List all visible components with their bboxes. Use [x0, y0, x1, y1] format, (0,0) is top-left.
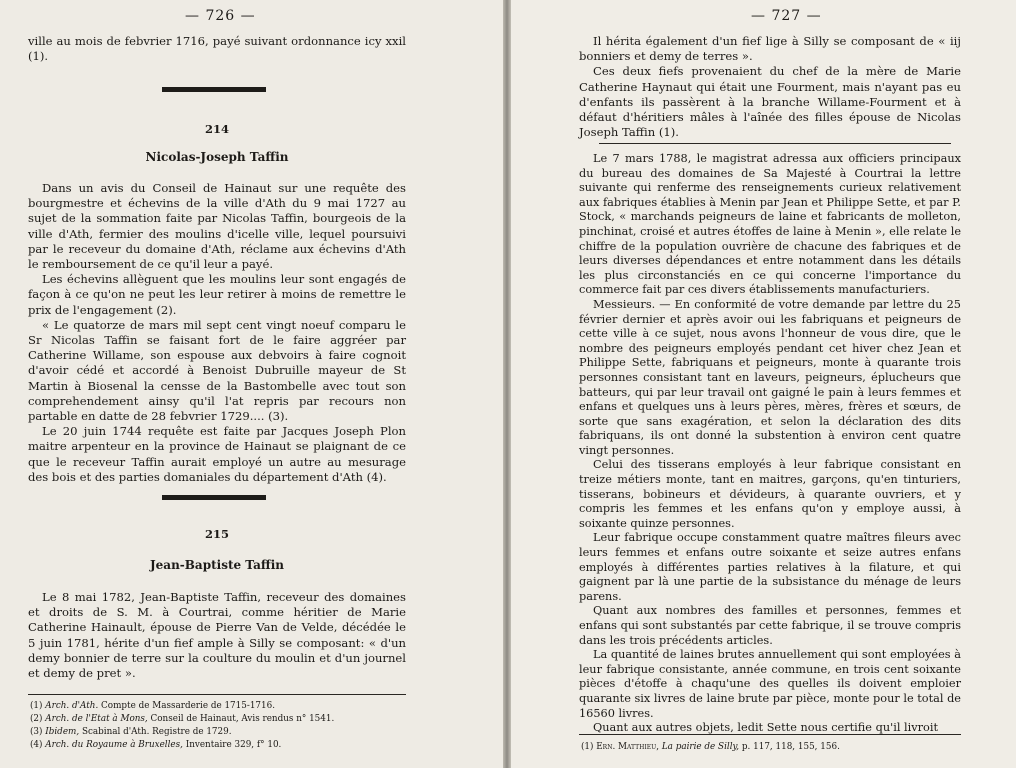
section-separator	[162, 495, 266, 500]
entry-heading: Nicolas-Joseph Taffin	[145, 150, 289, 164]
paragraph: Celui des tisserans employés à leur fabrique consistant en treize métiers monte, tant en maitres, garçons, qu'en tinturiers, tisserans, bobineurs et dévideurs, à quarante ouvriers, et y compris les femmes et les enfans qu'on y employe aussi, à soixante quinze personnes.	[579, 458, 961, 530]
left-page	[0, 0, 503, 768]
book-gutter	[503, 0, 511, 768]
paragraph: Leur fabrique occupe constamment quatre maîtres fileurs avec leurs femmes et enfans outre soixante et seize autres enfans employés à différentes parties relatives à la filature, et qui gaignent par là une partie de la subsistance du ménage de leurs parens.	[579, 531, 961, 603]
paragraph: Les échevins allèguent que les moulins leur sont engagés de façon à ce qu'on ne peut les leur retirer à moins de remettre le prix de l'engagement (2).	[28, 272, 406, 317]
paragraph: ville au mois de febvrier 1716, payé suivant ordonnance icy xxil (1).	[28, 34, 406, 64]
footnote: (1) Ern. Matthieu, La pairie de Silly, p. 117, 118, 155, 156.	[581, 742, 840, 752]
paragraph: Dans un avis du Conseil de Hainaut sur une requête des bourgmestre et échevins de la ville d'Ath du 9 mai 1727 au sujet de la sommation faite par Nicolas Taffin, bourgeois de la ville d'Ath, fermier des moulins d'icelle ville, lequel poursuivi par le receveur du domaine d'Ath, réclame aux échevins d'Ath le remboursement de ce qu'il leur a payé.	[28, 181, 406, 272]
section-separator	[162, 87, 266, 92]
paragraph: « Le quatorze de mars mil sept cent vingt noeuf comparu le Sr Nicolas Taffin se faisant fort de le faire aggréer par Catherine Willame, son espouse aux debvoirs à faire cognoit d'avoir cédé et accordé à Benoist Dubruille mayeur de St Martin à Biosenal la censse de la Bastombelle avec tout son comprehendement ainsy qu'il l'at repris par recours non partable en datte de 28 febvrier 1729.... (3).	[28, 317, 406, 424]
entry-number: 214	[204, 122, 229, 136]
footnote: (1) Arch. d'Ath. Compte de Massarderie de 1715-1716.	[30, 701, 275, 711]
paragraph: Il hérita également d'un fief lige à Silly se composant de « iij bonniers et demy de terres ».	[579, 34, 961, 64]
entry-heading: Jean-Baptiste Taffin	[149, 558, 284, 572]
footnote-rule	[28, 694, 406, 695]
paragraph: Le 20 juin 1744 requête est faite par Jacques Joseph Plon maitre arpenteur en la province de Hainaut se plaignant de ce que le receveur Taffin aurait employé un autre au mesurage des bois et des parties domaniales du département d'Ath (4).	[28, 424, 406, 484]
letter-section	[579, 152, 961, 736]
section-rule	[599, 143, 951, 144]
paragraph: Quant aux nombres des familles et personnes, femmes et enfans qui sont substantés par cette fabrique, il se trouve compris dans les trois précédents articles.	[579, 604, 961, 647]
paragraph: Quant aux autres objets, ledit Sette nous certifie qu'il livroit	[593, 721, 938, 735]
paragraph: Messieurs. — En conformité de votre demande par lettre du 25 février dernier et après avoir oui les fabriquans et peigneurs de cette ville à ce sujet, nous avons l'honneur de vous dire, que le nombre des peigneurs employés pendant cet hiver chez Jean et Philippe Sette, fabriquans et peigneurs, monte à quarante trois personnes consistant tant en laveurs, peigneurs, éplucheurs que batteurs, qui par leur travail ont gaigné le pain à leurs femmes et enfans et quelques uns à leurs pères, mères, frères et sœurs, de sorte que sans exagération, et selon la déclaration des dits fabriquans, ils ont donné la substention à environ cent quatre vingt personnes.	[579, 297, 961, 457]
entry-body	[28, 590, 406, 681]
page-number-right: — 727 —	[751, 8, 822, 24]
fief-section	[579, 34, 961, 140]
page-number-left: — 726 —	[185, 8, 256, 24]
paragraph: Le 7 mars 1788, le magistrat adressa aux officiers principaux du bureau des domaines de Sa Majesté à Courtrai la lettre suivante qui renferme des renseignements curieux relativement aux fabriques établies à Menin par Jean et Philippe Sette, et par P. Stock, « marchands peigneurs de laine et fabricants de molleton, pinchinat, croisé et autres étoffes de laine à Menin », elle relate le chiffre de la population ouvrière de chacune des fabriques et de leurs diverses dépendances et entre notamment dans les détails les plus circonstanciés en ce qui concerne l'importance du commerce fait par ces divers établissements manufacturiers.	[579, 152, 961, 297]
footnote: (4) Arch. du Royaume à Bruxelles, Inventaire 329, f° 10.	[30, 740, 282, 750]
paragraph: Le 8 mai 1782, Jean-Baptiste Taffin, receveur des domaines et droits de S. M. à Courtrai, comme héritier de Marie Catherine Hainault, épouse de Pierre Van de Velde, décédée le 5 juin 1781, hérite d'un fief ample à Silly se composant: « d'un demy bonnier de terre sur la coulture du moulin et d'un journel et demy de pret ».	[28, 590, 406, 681]
footnote: (2) Arch. de l'Etat à Mons, Conseil de Hainaut, Avis rendus n° 1541.	[30, 714, 335, 724]
footnote: (3) Ibidem, Scabinal d'Ath. Registre de 1729.	[30, 727, 232, 737]
right-page	[511, 0, 1016, 768]
footnote-rule	[579, 734, 961, 735]
entry-body	[28, 181, 406, 485]
continued-paragraph	[28, 34, 406, 64]
paragraph: Ces deux fiefs provenaient du chef de la mère de Marie Catherine Haynaut qui était une Fourment, mais n'ayant pas eu d'enfants ils passèrent à la branche Willame-Fourment et à défaut d'héritiers mâles à l'aînée des filles épouse de Nicolas Joseph Taffin (1).	[579, 64, 961, 140]
paragraph: La quantité de laines brutes annuellement qui sont employées à leur fabrique consistante, année commune, en trois cent soixante pièces d'étoffe à chaqu'une des quelles ils doivent emploier quarante six livres de laine brute par pièce, monte pour le total de 16560 livres.	[579, 648, 961, 720]
entry-number: 215	[204, 527, 229, 541]
footnotes	[30, 700, 408, 752]
